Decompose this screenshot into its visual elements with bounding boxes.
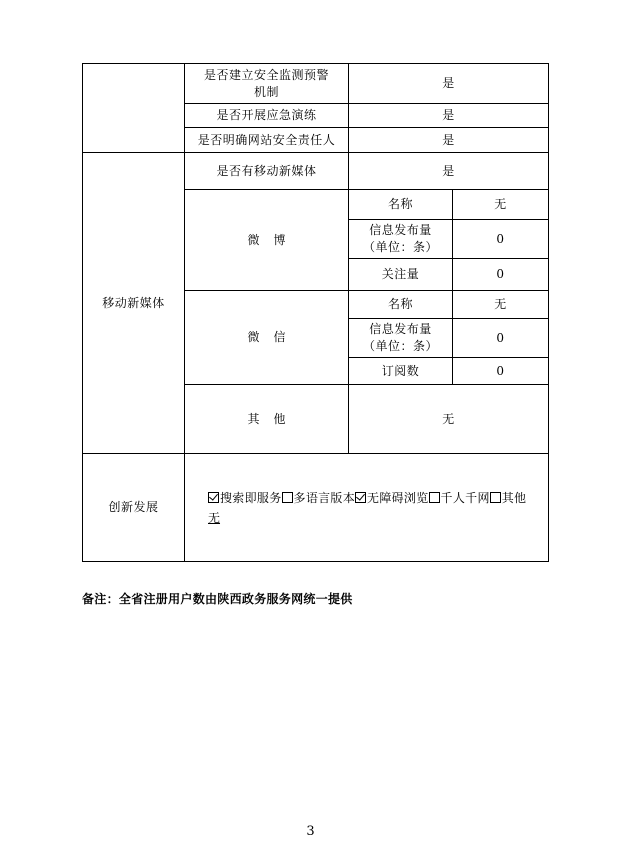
weibo-name-value: 无 <box>494 197 507 211</box>
checkbox-checked-icon[interactable] <box>208 492 219 503</box>
weibo-followers-value: 0 <box>496 267 505 281</box>
option-label: 搜索即服务 <box>220 491 282 505</box>
innovation-section-label: 创新发展 <box>108 500 159 514</box>
checkbox-checked-icon[interactable] <box>355 492 366 503</box>
option-other[interactable] <box>490 491 527 505</box>
option-multilingual[interactable] <box>282 491 356 505</box>
wechat-subscribers-value: 0 <box>496 363 505 378</box>
wechat-label: 微信 <box>247 330 300 344</box>
wechat-posts-label-line1: 信息发布量 <box>369 322 432 336</box>
page-number: 3 <box>306 824 315 839</box>
innovation-other-text: 无 <box>208 511 221 525</box>
drill-label: 是否开展应急演练 <box>216 108 317 122</box>
option-label: 多语言版本 <box>293 491 356 505</box>
other-label: 其他 <box>247 411 300 426</box>
weibo-name-label: 名称 <box>387 197 413 211</box>
wechat-posts-label-line2: （单位：条） <box>362 339 438 353</box>
footnote: 备注：全省注册用户数由陕西政务服务网统一提供 <box>82 592 353 606</box>
has-mobile-label: 是否有移动新媒体 <box>216 163 317 178</box>
drill-value: 是 <box>442 108 455 122</box>
wechat-name-value: 无 <box>494 297 507 311</box>
weibo-posts-label-line2: （单位：条） <box>362 240 438 254</box>
checkbox-unchecked-icon[interactable] <box>490 492 501 503</box>
option-accessibility[interactable] <box>355 491 429 505</box>
wechat-posts-label <box>349 319 452 357</box>
wechat-subscribers-label: 订阅数 <box>381 363 420 378</box>
weibo-posts-label-line1: 信息发布量 <box>369 223 432 237</box>
monitoring-label <box>185 64 348 103</box>
monitoring-value: 是 <box>442 76 455 90</box>
has-mobile-value: 是 <box>442 163 455 178</box>
weibo-posts-value: 0 <box>496 231 505 246</box>
option-label: 其他 <box>501 491 527 505</box>
wechat-name-label: 名称 <box>387 297 413 311</box>
other-value: 无 <box>442 411 455 426</box>
option-search-as-service[interactable] <box>208 491 282 505</box>
weibo-label: 微博 <box>247 232 300 247</box>
responsible-value: 是 <box>442 132 455 147</box>
option-personalized[interactable] <box>429 491 490 505</box>
checkbox-unchecked-icon[interactable] <box>429 492 440 503</box>
option-label: 无障碍浏览 <box>367 491 429 505</box>
innovation-options <box>208 489 526 507</box>
monitoring-label-line2: 机制 <box>253 84 279 99</box>
mobile-media-section-label: 移动新媒体 <box>102 295 165 310</box>
weibo-followers-label: 关注量 <box>381 267 420 281</box>
checkbox-unchecked-icon[interactable] <box>282 492 293 503</box>
monitoring-label-line1: 是否建立安全监测预警 <box>203 67 329 82</box>
responsible-label: 是否明确网站安全责任人 <box>197 132 336 147</box>
wechat-posts-value: 0 <box>496 330 505 345</box>
option-label: 千人千网 <box>440 491 490 505</box>
weibo-posts-label <box>349 220 452 258</box>
